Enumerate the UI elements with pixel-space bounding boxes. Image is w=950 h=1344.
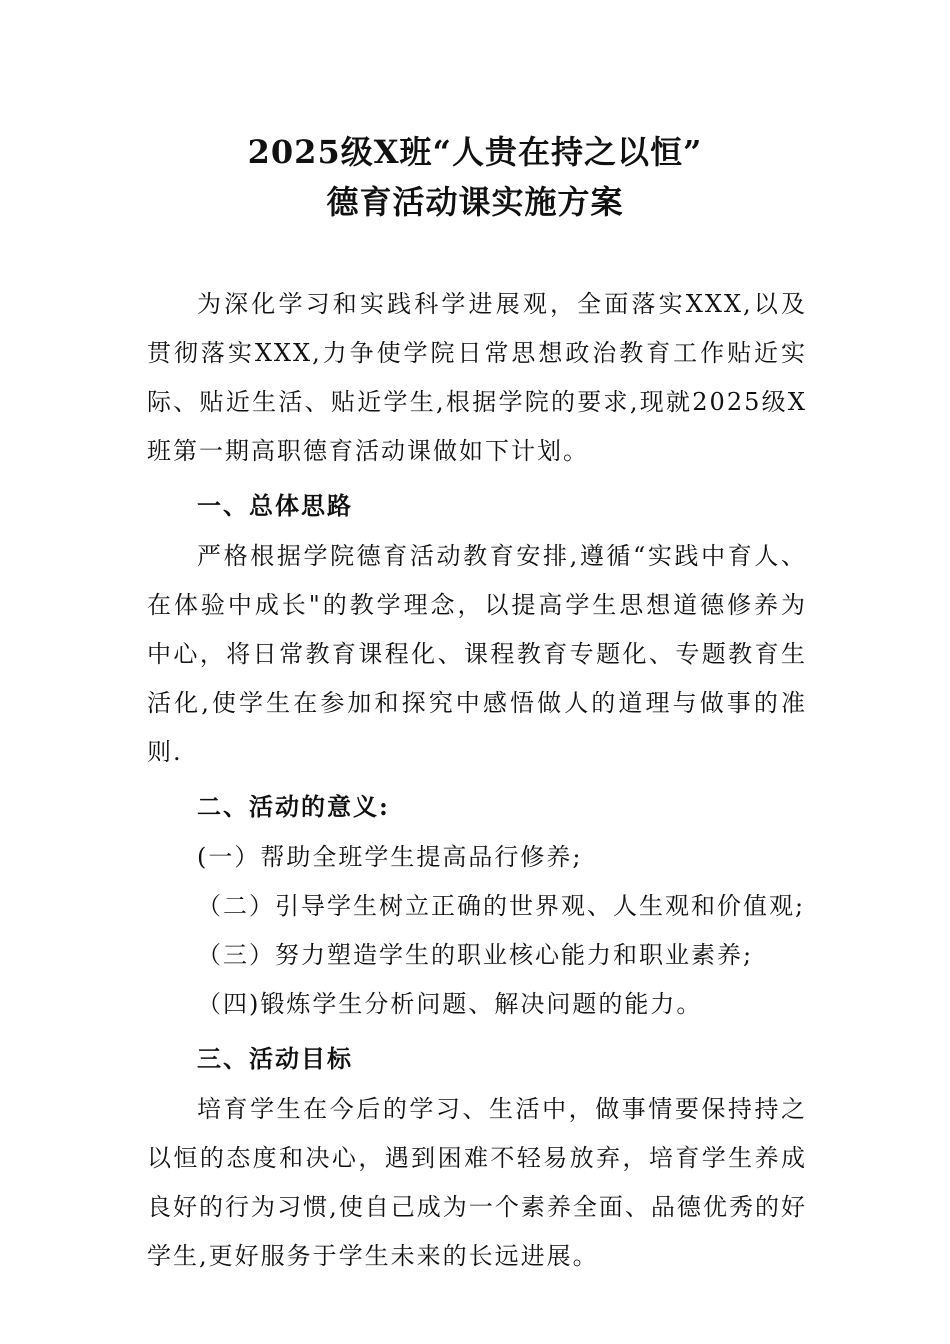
section2-item-3: （三）努力塑造学生的职业核心能力和职业素养;	[197, 941, 754, 969]
section2-item-4: （四)锻炼学生分析问题、解决问题的能力。	[197, 990, 703, 1018]
document-title-line2: 德育活动课实施方案	[326, 183, 624, 221]
document-body	[147, 280, 807, 1281]
section2-item-1: (一）帮助全班学生提高品行修养;	[197, 843, 583, 871]
document-title-line1: 2025级X班“人贵在持之以恒”	[247, 133, 703, 171]
section2-item-2: （二）引导学生树立正确的世界观、人生观和价值观;	[197, 892, 806, 920]
section1-paragraph: 严格根据学院德育活动教育安排,遵循“实践中育人、在体验中成长"的教学理念，以提高学生思想道德修养为中心，将日常教育课程化、课程教育专题化、专题教育生活化,使学生在参加和探究中感悟做人的道理与做事的准则.	[147, 542, 807, 766]
section2-heading: 二、活动的意义:	[197, 792, 390, 821]
section1-heading: 一、总体思路	[197, 491, 353, 520]
section3-paragraph: 培育学生在今后的学习、生活中，做事情要保持持之以恒的态度和决心，遇到困难不轻易放弃，培育学生养成良好的行为习惯,使自己成为一个素养全面、品德优秀的好学生,更好服务于学生未来的长远进展。	[147, 1095, 807, 1270]
intro-paragraph: 为深化学习和实践科学进展观，全面落实XXX,以及贯彻落实XXX,力争使学院日常思想政治教育工作贴近实际、贴近生活、贴近学生,根据学院的要求,现就2025级X班第一期高职德育活动课做如下计划。	[147, 290, 807, 465]
section3-heading: 三、活动目标	[197, 1044, 353, 1073]
